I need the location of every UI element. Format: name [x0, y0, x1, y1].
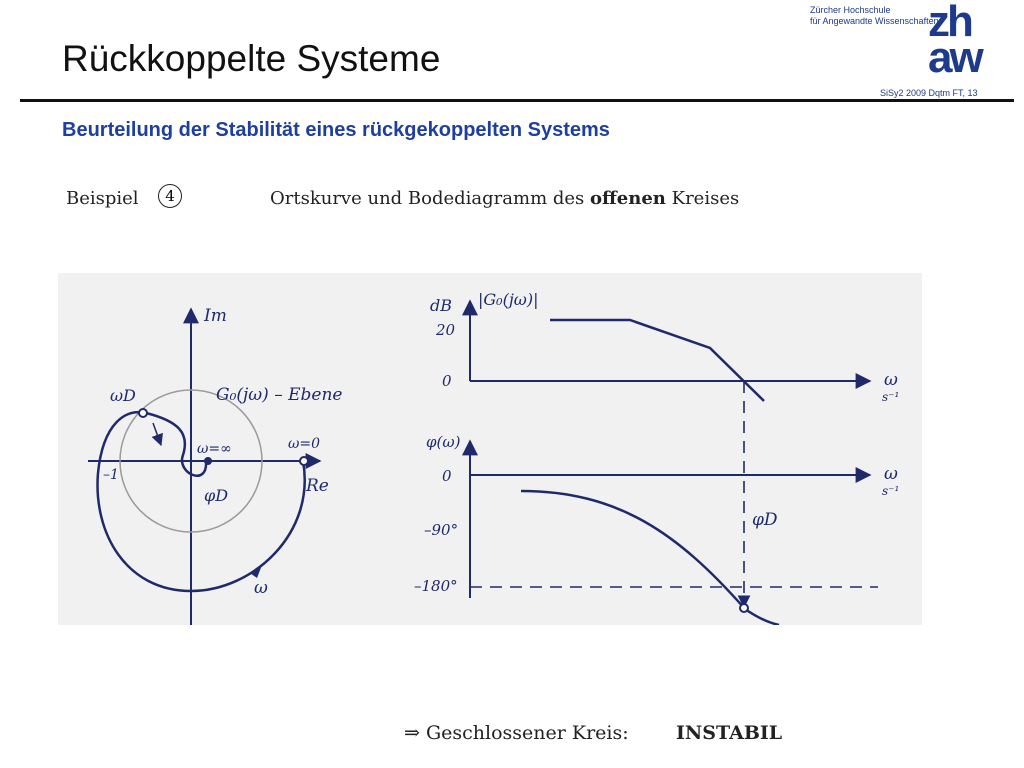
- caption-pre: Ortskurve und Bodediagramm des: [270, 188, 585, 209]
- logo-bottom: aw: [928, 33, 981, 82]
- omega-d-point: [139, 409, 147, 417]
- example-number: 4: [158, 184, 182, 208]
- caption-bold: offenen: [590, 188, 666, 209]
- page-title: Rückkoppelte Systeme: [62, 38, 441, 79]
- nyquist-curve: [98, 412, 305, 591]
- implies-arrow: ⇒: [404, 722, 420, 744]
- example-caption: [270, 188, 739, 209]
- tick-20-label: 20: [436, 321, 456, 339]
- verdict-label: INSTABIL: [676, 722, 783, 744]
- institution-line-1: Zürcher Hochschule: [810, 5, 891, 15]
- figure-svg: [58, 273, 922, 625]
- tick-minus-90-label: –90°: [424, 521, 459, 539]
- mag-omega-label: ω: [884, 370, 898, 390]
- magnitude-label: |G₀(jω)|: [478, 290, 539, 309]
- omega-inf-point: [205, 458, 211, 464]
- omega-d-label: ωD: [110, 386, 136, 405]
- plane-label: G₀(jω) – Ebene: [216, 385, 343, 405]
- phase-tick-0-label: 0: [442, 467, 452, 485]
- conclusion-text: Geschlossener Kreis:: [425, 722, 629, 744]
- institution-line-2: für Angewandte Wissenschaften: [810, 16, 939, 26]
- phase-omega-label: ω: [884, 464, 898, 484]
- omega-zero-point: [300, 457, 308, 465]
- im-axis-label: Im: [204, 306, 227, 326]
- zhaw-logo: [928, 0, 1008, 82]
- caption-post: Kreises: [671, 188, 740, 209]
- omega-inf-label: ω=∞: [197, 441, 232, 457]
- slide-reference: SiSy2 2009 Dqtm FT, 13: [880, 88, 978, 98]
- minus-one-label: –1: [103, 467, 119, 483]
- conclusion: [404, 722, 783, 744]
- omega-zero-label: ω=0: [288, 436, 321, 452]
- phi-d-angle-arrow: [153, 423, 161, 445]
- logo-top: zh: [928, 0, 971, 46]
- db-unit-label: dB: [430, 296, 452, 315]
- institution-name: [810, 5, 939, 27]
- mag-tick-0-label: 0: [442, 372, 452, 390]
- mag-x-unit-label: s⁻¹: [882, 390, 900, 404]
- scanned-figure: [58, 273, 922, 625]
- phase-x-unit-label: s⁻¹: [882, 484, 900, 498]
- slide-subtitle: Beurteilung der Stabilität eines rückgekoppelten Systems: [62, 119, 610, 141]
- phi-d-nyquist-label: φD: [204, 486, 229, 505]
- example-label: Beispiel: [66, 188, 139, 209]
- phase-crossover-point: [740, 604, 748, 612]
- re-axis-label: Re: [306, 476, 329, 496]
- magnitude-curve: [550, 320, 764, 401]
- tick-minus-180-label: –180°: [414, 577, 458, 595]
- phase-label: φ(ω): [426, 433, 461, 451]
- omega-curve-label: ω: [254, 578, 268, 598]
- phi-d-bode-label: φD: [752, 510, 778, 530]
- header-divider: [20, 99, 1014, 102]
